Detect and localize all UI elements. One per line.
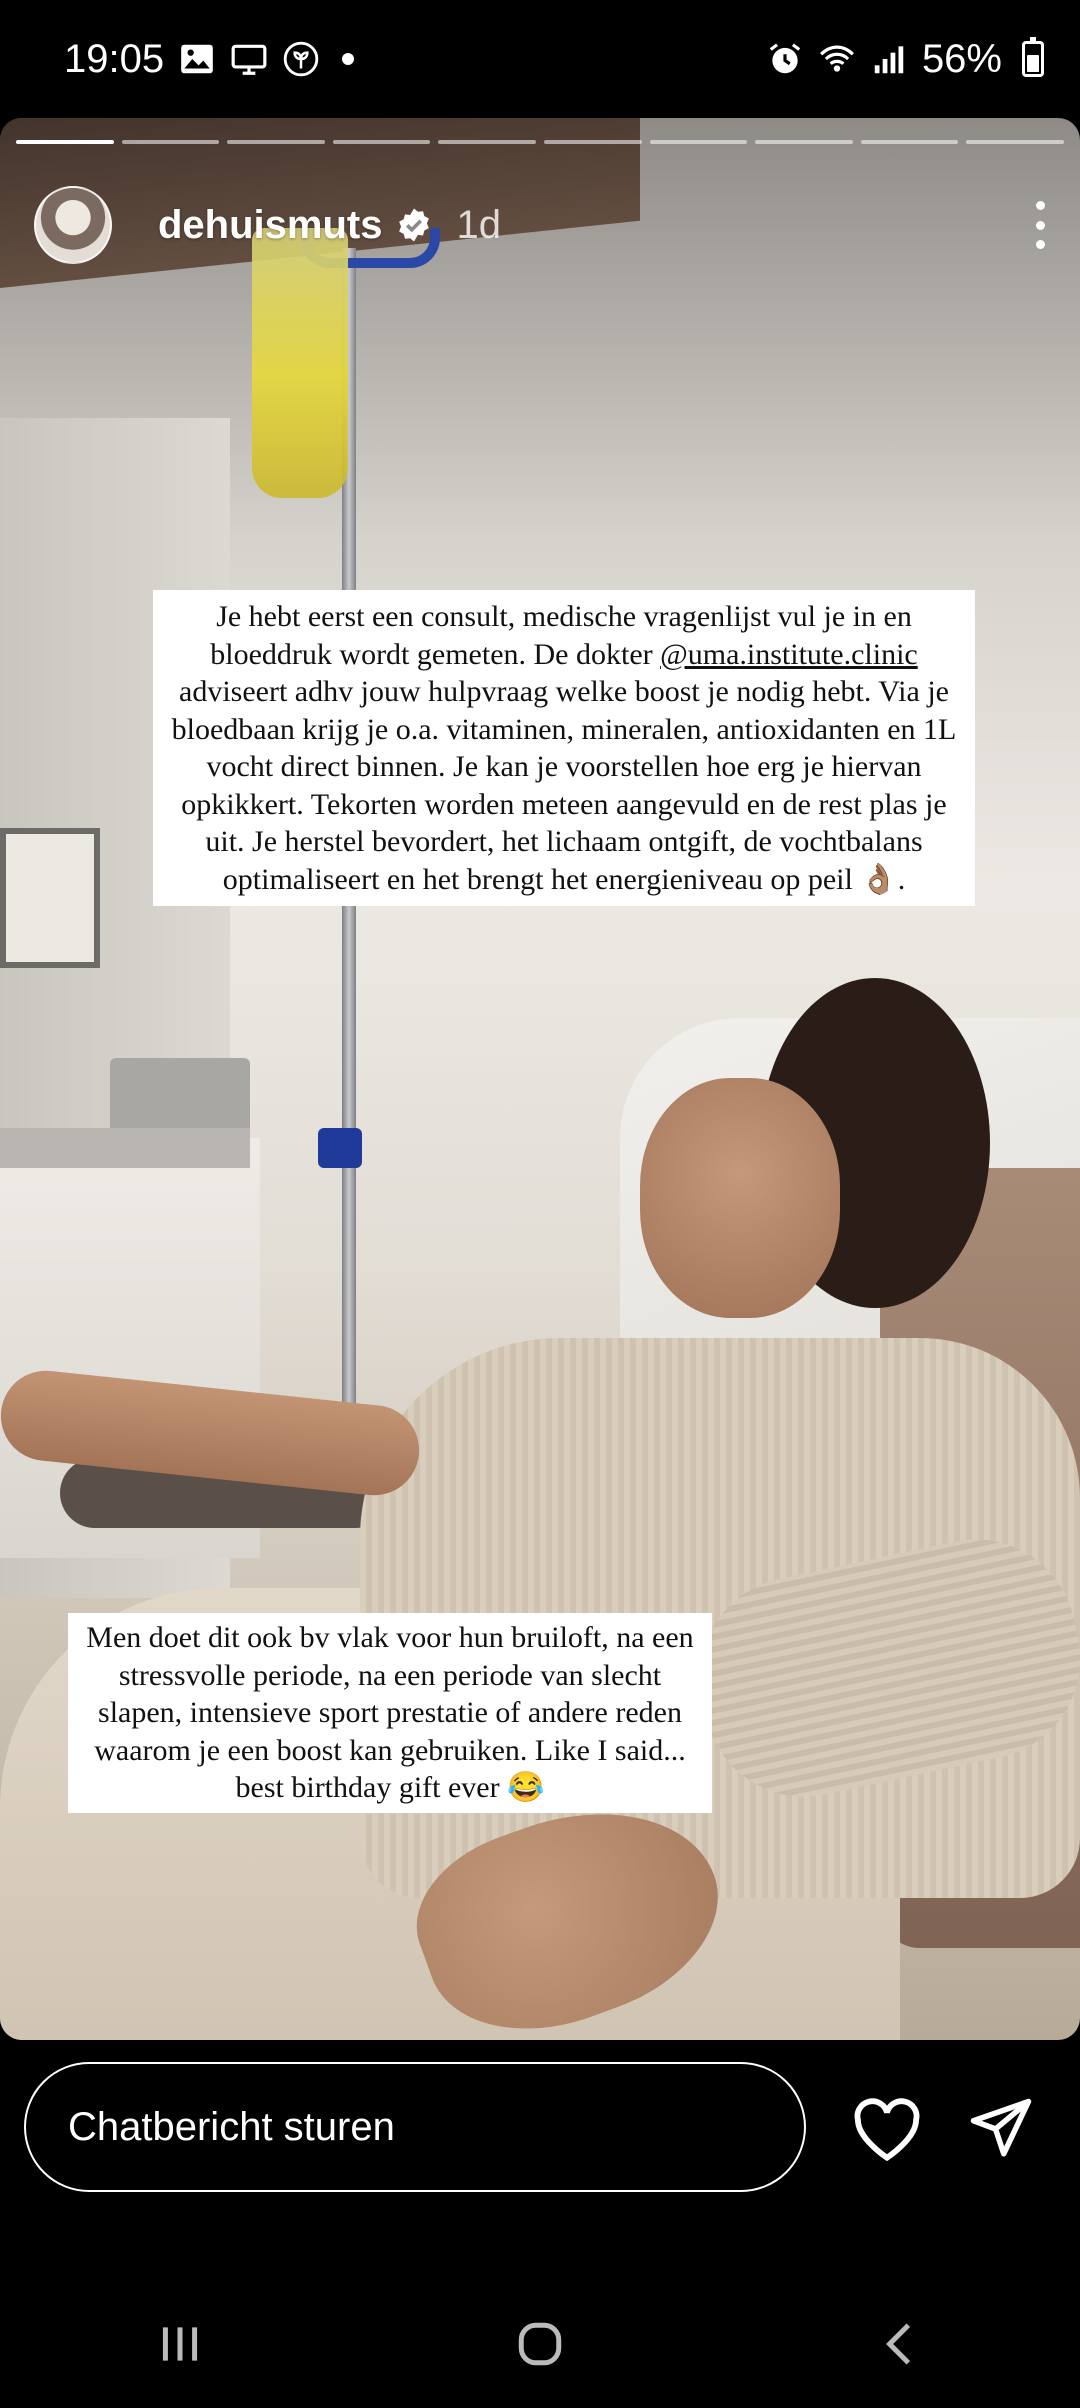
story-progress-segment (755, 140, 853, 144)
alarm-icon (766, 40, 804, 78)
caption-1-text-a: Je hebt eerst een consult, medische vragenlijst vul je in en bloeddruk wordt gemeten. De dokter (210, 600, 912, 671)
mention-link[interactable]: @uma.institute.clinic (660, 637, 918, 671)
signal-icon (870, 40, 908, 78)
story-progress-segment (861, 140, 959, 144)
avatar[interactable] (34, 186, 112, 264)
message-input-placeholder: Chatbericht sturen (68, 2104, 395, 2149)
reply-bar (0, 2040, 1080, 2240)
story-progress-segment (438, 140, 536, 144)
home-icon[interactable] (510, 2314, 570, 2374)
message-input[interactable] (24, 2062, 806, 2192)
photo-sink (0, 1128, 250, 1168)
photo-iv-clip (318, 1128, 362, 1168)
story-progress-segment (966, 140, 1064, 144)
photo-wall-art (0, 828, 100, 968)
verified-badge-icon (396, 207, 432, 243)
sync-icon (282, 40, 320, 78)
caption-1-text-b: adviseert adhv jouw hulpvraag welke boost je nodig hebt. Via je bloedbaan krijg je o.a. vitaminen, mineralen, antioxidanten en 1L vocht direct binnen. Je kan je voorstellen hoe erg je hiervan opkikkert. Tekorten worden meteen aangevuld en de rest plas je uit. Je herstel bevordert, het lichaam ontgift, de vochtbalans optimaliseert en het brengt het energieniveau op peil 👌🏽. (171, 675, 957, 896)
story-text-overlay-2: Men doet dit ook bv vlak voor hun bruiloft, na een stressvolle periode, na een periode van slecht slapen, intensieve sport prestatie of andere reden waarom je een boost kan gebruiken. Like I said... best birthday gift ever 😂 (68, 1613, 712, 1813)
story-progress-bar (16, 140, 1064, 144)
send-icon[interactable] (968, 2096, 1034, 2162)
photo-face (640, 1078, 840, 1318)
story-header (34, 170, 1050, 280)
status-bar (0, 0, 1080, 118)
notification-dot-icon (342, 53, 354, 65)
story-text-overlay-1 (153, 590, 975, 906)
status-bar-left (64, 37, 354, 82)
battery-percentage: 56% (921, 36, 1002, 81)
wifi-icon (818, 40, 856, 78)
battery-level (1027, 55, 1039, 72)
story-progress-segment (16, 140, 114, 144)
battery-icon (1022, 41, 1044, 77)
recent-apps-icon[interactable] (150, 2314, 210, 2374)
system-nav-bar (0, 2280, 1080, 2408)
story-progress-segment (227, 140, 325, 144)
story-progress-segment (544, 140, 642, 144)
clock: 19:05 (64, 36, 165, 81)
post-time: 1d (456, 202, 501, 247)
cast-icon (230, 40, 268, 78)
story-progress-segment (122, 140, 220, 144)
status-bar-right (766, 37, 1044, 82)
back-icon[interactable] (870, 2314, 930, 2374)
more-options-icon[interactable] (1030, 195, 1050, 255)
gallery-icon (178, 40, 216, 78)
username[interactable]: dehuismuts (158, 202, 383, 247)
heart-icon[interactable] (852, 2098, 922, 2162)
story-viewer[interactable] (0, 118, 1080, 2040)
story-progress-segment (333, 140, 431, 144)
story-progress-segment (650, 140, 748, 144)
